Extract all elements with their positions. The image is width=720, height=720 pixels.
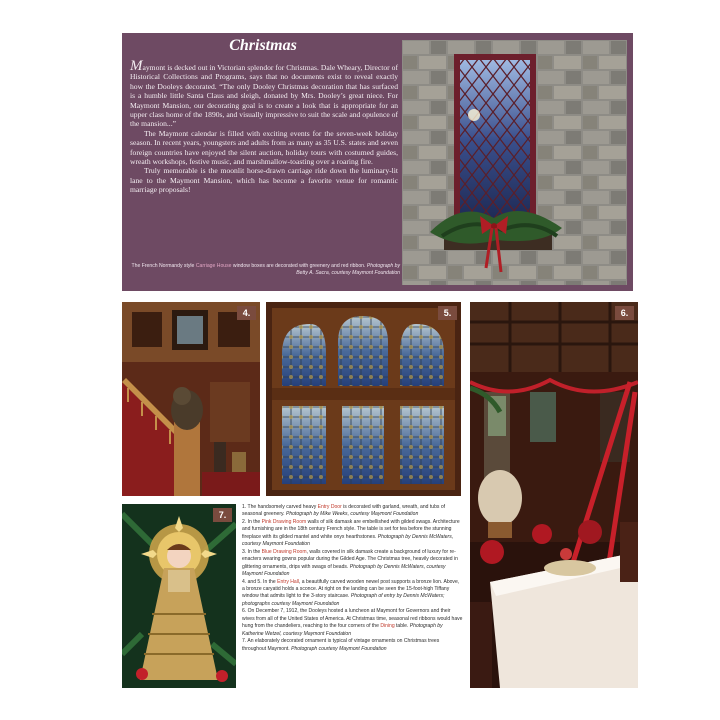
caption-1-link[interactable]: Entry Door: [317, 504, 342, 510]
caption-7-credit: Photograph courtesy Maymont Foundation: [291, 645, 387, 652]
angel-ornament-illustration: [122, 504, 236, 688]
carriage-house-window-photo: [402, 40, 627, 285]
caption-4-credit: Photograph of entry by Dennis McWaters; photographs courtesy Maymont Foundation: [242, 593, 445, 607]
caption-4-link[interactable]: Entry Hall: [277, 578, 299, 585]
caption-3-link[interactable]: Blue Drawing Room: [261, 548, 307, 555]
caption-4-text: 4. and 5. In the: [242, 578, 278, 585]
caption-6-text: 6. On December 7, 1912, the Dooleys hosted a luncheon at Maymont for Governors and their wives from all of the United States of America. At Christmas time, seasonal red ribbons would have hung from the chandeliers, reaching to the four corners of the: [242, 608, 463, 630]
caption-2-credit: Photograph by Dennis McWaters, courtesy Maymont Foundation: [242, 533, 454, 548]
caption-2: [242, 519, 463, 549]
caption-3-text-2: , walls covered in silk damask create a background of luxury for re-enacters wearing gowns popular during the Gilded Age. The Christmas tree, heavily decorated in glittering ornaments, drips with swags of beads.: [242, 548, 458, 570]
tiffany-window-illustration: [266, 302, 461, 496]
feature-paragraph-1-text: aymont is decked out in Victorian splendor for Christmas. Dale Wheary, Director of Historical Collections and Programs, says that no documents exist to reveal exactly how the Dooleys decorated. “The only Dooley Christmas decoration that has surfaced is a humble little Santa Claus and sleigh, donated by Mrs. Dooley’s great niece. For Maymont Mansion, our decorating goal is to create a look that is appropriate for an upper class home of the 1890s, and visually impressive to suit the scale and opulence of the mansion...”: [130, 63, 398, 129]
caption-7-text: 7. An elaborately decorated ornament is typical of vintage ornaments on Christmas trees throughout Maymont.: [242, 638, 440, 652]
feature-caption-text-2: window boxes are decorated with greenery and red ribbon.: [231, 263, 367, 269]
dining-room-illustration: [470, 302, 638, 688]
photo-number-badge-6: 6.: [615, 306, 634, 320]
caption-2-link[interactable]: Pink Drawing Room: [261, 518, 307, 525]
feature-paragraph-2: The Maymont calendar is filled with exciting events for the seven-week holiday season. In recent years, youngsters and adults from as many as 35 U.S. states and seven foreign countries have enjoyed the silent auction, holiday tours with costumed guides, wreath workshops, festive music, and marshmallow-toasting over a roaring fire.: [130, 128, 398, 167]
caption-3-credit: Photograph by Dennis McWaters, courtesy Maymont Foundation: [242, 563, 446, 578]
feature-caption-text: The French Normandy style: [131, 263, 196, 269]
caption-3-text: 3. In the: [242, 548, 262, 555]
feature-body: [130, 58, 398, 195]
feature-caption: [122, 263, 400, 277]
caption-6-text-2: table.: [394, 623, 410, 630]
feature-caption-credit: Photograph by Betty A. Sacra, courtesy Maymont Foundation: [296, 263, 400, 276]
caption-6: [242, 608, 463, 638]
caption-2-text: 2. In the: [242, 518, 262, 525]
caption-1: [242, 504, 463, 519]
caption-3: [242, 549, 463, 579]
caption-4-5: [242, 579, 463, 609]
caption-4-text-2: , a beautifully carved wooden newel post supports a bronze lion. Above, a bronze caryatid holds a sconce. At right on the landing can be seen the 15-foot-high Tiffany window that admits light to the 3-story staircase.: [242, 578, 460, 600]
caption-1-text-2: is decorated with garland, wreath, and tubs of seasonal greenery.: [242, 504, 446, 518]
angel-ornament-photo: [122, 504, 236, 688]
feature-paragraph-1: [130, 58, 398, 129]
photo-number-badge-4: 4.: [237, 306, 256, 320]
photo-captions: [242, 504, 463, 653]
photo-number-badge-5: 5.: [438, 306, 457, 320]
caption-1-credit: Photograph by Mike Weeks, courtesy Maymont Foundation: [285, 511, 419, 518]
entry-hall-photo: [122, 302, 260, 496]
feature-title: Christmas: [229, 37, 297, 54]
caption-7: [242, 638, 463, 653]
caption-6-credit: Photograph by Katherine Wetzel, courtesy Maymont Foundation: [242, 623, 443, 637]
dining-room-photo: [470, 302, 638, 688]
tiffany-window-photo: [266, 302, 461, 496]
caption-1-text: 1. The handsomely carved heavy: [242, 504, 318, 510]
window-photo-illustration: [402, 40, 627, 285]
feature-caption-link[interactable]: Carriage House: [195, 263, 232, 269]
caption-6-link[interactable]: Dining: [380, 623, 395, 630]
photo-number-badge-7: 7.: [213, 508, 232, 522]
drop-cap: M: [130, 58, 143, 74]
feature-paragraph-3: Truly memorable is the moonlit horse-drawn carriage ride down the luminary-lit lane to the Maymont Mansion, which has become a favorite venue for romantic marriage proposals!: [130, 166, 398, 195]
feature-panel: [122, 33, 633, 291]
caption-2-text-2: walls of silk damask are embellished with gilded swags. Architecture and furnishing are in the 18th century French style. The table is set for tea before the stunning fireplace with its gilded mantel and white onyx hearthstones.: [242, 518, 460, 540]
entry-hall-illustration: [122, 302, 260, 496]
